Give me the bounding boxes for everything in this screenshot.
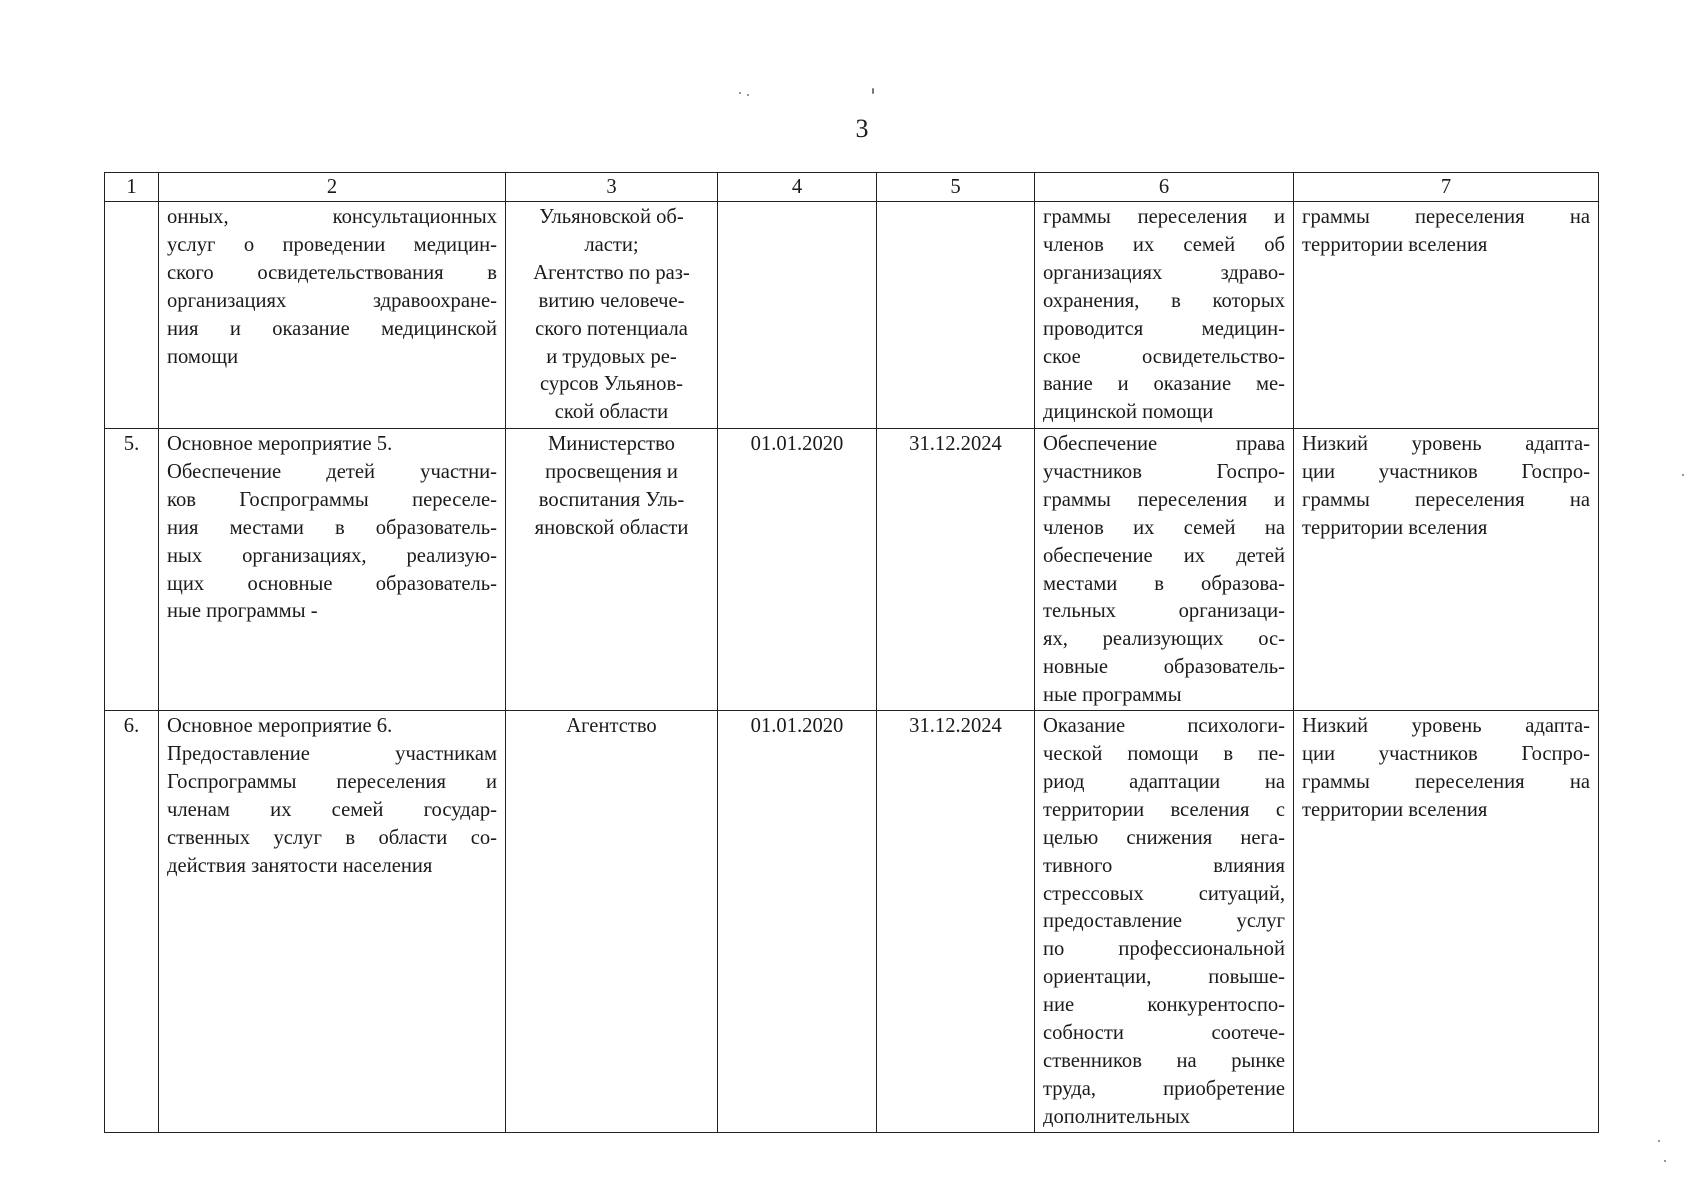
cell-line: целью снижения нега-: [1043, 826, 1285, 849]
scan-speck: [872, 88, 874, 94]
cell-line: Министерство: [548, 433, 675, 455]
executor-cell: [506, 202, 718, 429]
risk-cell: [1294, 429, 1599, 711]
cell-line: граммы переселения на: [1302, 488, 1590, 511]
cell-line: помощи: [167, 345, 239, 368]
column-number: 1: [105, 173, 159, 202]
cell-line: членов их семей на: [1043, 516, 1285, 539]
cell-line: граммы переселения на: [1302, 206, 1590, 228]
cell-line: Основное мероприятие 5.: [167, 433, 393, 455]
cell-line: дополнительных: [1043, 1105, 1191, 1128]
cell-line: граммы переселения и: [1043, 206, 1285, 228]
cell-line: ориентации, повыше-: [1043, 966, 1285, 989]
column-number: 2: [159, 173, 506, 202]
result-cell: [1035, 429, 1294, 711]
scan-speck: [1664, 1160, 1666, 1162]
cell-line: ные программы: [1043, 684, 1182, 707]
cell-line: новные образователь-: [1043, 656, 1285, 679]
cell-line: ласти;: [584, 233, 639, 256]
cell-line: яновской области: [534, 516, 689, 539]
cell-line: и трудовых ре-: [546, 345, 677, 368]
cell-line: членам их семей государ-: [167, 798, 497, 821]
cell-line: ние конкурентоспо-: [1043, 994, 1285, 1017]
cell-line: Предоставление участникам: [167, 742, 497, 765]
cell-line: просвещения и: [545, 460, 678, 483]
end-date-cell: 31.12.2024: [877, 429, 1035, 711]
column-number-row: [105, 173, 1599, 202]
cell-line: территории вселения: [1302, 798, 1488, 821]
cell-line: Агентство: [566, 715, 657, 738]
cell-line: ции участников Госпро-: [1302, 742, 1590, 765]
cell-line: ственных услуг в области со-: [167, 826, 497, 849]
cell-line: дицинской помощи: [1043, 401, 1214, 424]
cell-line: ных организациях, реализую-: [167, 544, 497, 567]
event-cell: [159, 202, 506, 429]
cell-line: граммы переселения на: [1302, 770, 1590, 793]
cell-line: Оказание психологи-: [1043, 715, 1285, 738]
table-row: [105, 711, 1599, 1133]
row-number-cell: 5.: [105, 429, 159, 711]
column-number: 4: [718, 173, 877, 202]
start-date-cell: [718, 202, 877, 429]
result-cell: [1035, 202, 1294, 429]
column-number: 5: [877, 173, 1035, 202]
cell-line: ях, реализующих ос-: [1043, 628, 1285, 651]
column-number: 6: [1035, 173, 1294, 202]
start-date-cell: 01.01.2020: [718, 711, 877, 1133]
cell-line: проводится медицин-: [1043, 317, 1285, 340]
cell-line: Низкий уровень адапта-: [1302, 715, 1590, 738]
cell-line: Госпрограммы переселения и: [167, 770, 497, 793]
cell-line: предоставление услуг: [1043, 910, 1285, 933]
cell-line: ского потенциала: [535, 317, 688, 340]
column-number: 7: [1294, 173, 1599, 202]
cell-line: охранения, в которых: [1043, 289, 1285, 312]
cell-line: Агентство по раз-: [533, 261, 690, 284]
scan-speck: [739, 92, 741, 94]
event-cell: [159, 711, 506, 1133]
cell-line: вание и оказание ме-: [1043, 373, 1285, 396]
event-cell: [159, 429, 506, 711]
cell-line: Низкий уровень адапта-: [1302, 433, 1590, 455]
scan-speck: [1682, 474, 1684, 476]
scan-speck: [747, 94, 749, 96]
risk-cell: [1294, 711, 1599, 1133]
cell-line: риод адаптации на: [1043, 770, 1285, 793]
cell-line: Ульяновской об-: [539, 206, 684, 228]
end-date-cell: [877, 202, 1035, 429]
cell-line: ков Госпрограммы переселе-: [167, 488, 497, 511]
cell-line: тивного влияния: [1043, 854, 1285, 877]
cell-line: онных, консультационных: [167, 206, 497, 228]
cell-line: сурсов Ульянов-: [539, 373, 684, 396]
cell-line: ское освидетельство-: [1043, 345, 1285, 368]
table-row: [105, 429, 1599, 711]
scan-speck: [1658, 1140, 1660, 1142]
cell-line: обеспечение их детей: [1043, 544, 1285, 567]
cell-line: граммы переселения и: [1043, 488, 1285, 511]
cell-line: участников Госпро-: [1043, 460, 1285, 483]
cell-line: ции участников Госпро-: [1302, 460, 1590, 483]
row-number-cell: 6.: [105, 711, 159, 1133]
end-date-cell: 31.12.2024: [877, 711, 1035, 1133]
measures-table: [104, 172, 1599, 1133]
cell-line: территории вселения с: [1043, 798, 1285, 821]
cell-line: территории вселения: [1302, 233, 1488, 256]
row-number-cell: [105, 202, 159, 429]
executor-cell: [506, 711, 718, 1133]
cell-line: ской области: [554, 401, 669, 424]
column-number: 3: [506, 173, 718, 202]
executor-cell: [506, 429, 718, 711]
cell-line: ния и оказание медицинской: [167, 317, 497, 340]
cell-line: территории вселения: [1302, 516, 1488, 539]
cell-line: ственников на рынке: [1043, 1049, 1285, 1072]
cell-line: воспитания Уль-: [538, 488, 685, 511]
cell-line: ческой помощи в пе-: [1043, 742, 1285, 765]
cell-line: действия занятости населения: [167, 854, 433, 877]
cell-line: тельных организаци-: [1043, 600, 1285, 623]
cell-line: местами в образова-: [1043, 572, 1285, 595]
cell-line: организациях здравоохране-: [167, 289, 497, 312]
cell-line: ные программы -: [167, 600, 318, 623]
cell-line: Обеспечение права: [1043, 433, 1285, 455]
cell-line: ского освидетельствования в: [167, 261, 497, 284]
start-date-cell: 01.01.2020: [718, 429, 877, 711]
cell-line: собности соотече-: [1043, 1022, 1285, 1045]
cell-line: труда, приобретение: [1043, 1077, 1285, 1100]
cell-line: щих основные образователь-: [167, 572, 497, 595]
cell-line: ния местами в образователь-: [167, 516, 497, 539]
cell-line: стрессовых ситуаций,: [1043, 882, 1285, 905]
page-number: 3: [855, 114, 869, 143]
cell-line: витию человече-: [538, 289, 685, 312]
cell-line: Обеспечение детей участни-: [167, 460, 497, 483]
cell-line: Основное мероприятие 6.: [167, 715, 393, 738]
cell-line: организациях здраво-: [1043, 261, 1285, 284]
cell-line: услуг о проведении медицин-: [167, 233, 497, 256]
cell-line: членов их семей об: [1043, 233, 1285, 256]
cell-line: по профессиональной: [1043, 938, 1285, 961]
risk-cell: [1294, 202, 1599, 429]
table-row: [105, 202, 1599, 429]
result-cell: [1035, 711, 1294, 1133]
